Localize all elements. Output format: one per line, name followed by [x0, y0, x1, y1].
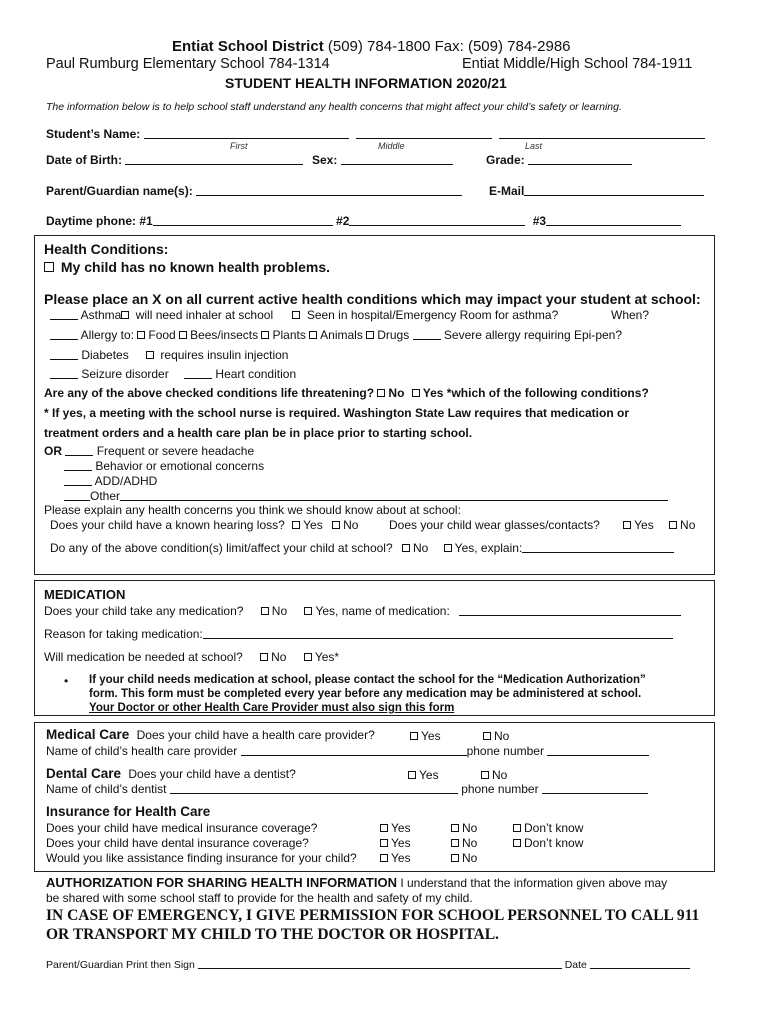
ins3-yes-label: Yes: [391, 851, 411, 865]
auth-heading: AUTHORIZATION FOR SHARING HEALTH INFORMATION: [46, 875, 397, 890]
phone3-label: #3: [532, 214, 547, 228]
auth-text-1: I understand that the information given above may: [400, 876, 668, 890]
ins2-dk: [513, 836, 583, 850]
ins-q2: Does your child have dental insurance coverage?: [46, 836, 309, 850]
heart-label: Heart condition: [215, 367, 297, 381]
med-needed-no-checkbox[interactable]: [260, 653, 268, 661]
glasses-row: [389, 518, 695, 532]
ins1-dk-label: Don’t know: [524, 821, 584, 835]
email-row: [489, 184, 704, 198]
medical-care-heading: Medical Care: [46, 727, 130, 742]
auth-text-2: be shared with some school staff to provide for the health and safety of my child.: [46, 891, 473, 905]
dentist-row: [46, 782, 648, 796]
heart-blank[interactable]: [184, 367, 212, 379]
date-label: Date: [564, 959, 587, 971]
glasses-yes-checkbox[interactable]: [623, 521, 631, 529]
signature-field[interactable]: [198, 957, 562, 969]
med-take-no-label: No: [271, 604, 288, 618]
district-fax: Fax: (509) 784-2986: [434, 38, 571, 55]
ins3-no: [451, 851, 477, 865]
med-needed-yes-label: Yes*: [314, 650, 340, 664]
asthma-blank[interactable]: [50, 308, 78, 320]
med-reason-label: Reason for taking medication:: [44, 627, 203, 641]
medical-yes-label: Yes: [421, 729, 441, 743]
auth-row: [46, 875, 667, 890]
page-title: STUDENT HEALTH INFORMATION 2020/21: [225, 75, 507, 91]
medical-care-question: Does your child have a health care provider?: [136, 728, 375, 742]
ins-q1: Does your child have medical insurance coverage?: [46, 821, 318, 835]
dental-care-question: Does your child have a dentist?: [128, 767, 296, 781]
med-needed-question: Will medication be needed at school?: [44, 650, 243, 664]
seizure-blank[interactable]: [50, 367, 78, 379]
diabetes-row: [50, 348, 288, 362]
med-bullet-line-2: form. This form must be completed every year before any medication may be administered at school.: [89, 688, 642, 700]
limit-yes-checkbox[interactable]: [444, 544, 452, 552]
student-name-label: Student’s Name:: [46, 127, 141, 141]
phone2-field[interactable]: [349, 214, 525, 226]
health-heading: Health Conditions:: [44, 241, 169, 257]
behavior-blank[interactable]: [64, 459, 92, 471]
dentist-label: Name of child’s dentist: [46, 782, 167, 796]
plants-label: Plants: [272, 328, 306, 342]
intro-text: The information below is to help school staff understand any health concerns that might affect your child’s safety or learning.: [46, 101, 622, 113]
email-field[interactable]: [524, 184, 704, 196]
phone1-label: Daytime phone: #1: [46, 214, 153, 228]
dental-yes-row: [408, 768, 439, 782]
threat-question: Are any of the above checked conditions life threatening?: [44, 386, 375, 400]
or-label: OR: [44, 444, 62, 458]
middle-name-field[interactable]: [356, 127, 492, 139]
first-name-field[interactable]: [144, 127, 349, 139]
adhd-row: [64, 474, 157, 488]
last-caption: Last: [525, 141, 543, 151]
ins2-no: [451, 836, 477, 850]
provider-field[interactable]: [241, 744, 467, 756]
med-needed-no-label: No: [271, 650, 287, 664]
medical-care-row: [46, 727, 375, 742]
ins1-dk: [513, 821, 583, 835]
middle-caption: Middle: [378, 141, 405, 151]
glasses-question: Does your child wear glasses/contacts?: [389, 518, 600, 532]
food-checkbox[interactable]: [137, 331, 145, 339]
ins1-no-label: No: [462, 821, 478, 835]
med-take-question: Does your child take any medication?: [44, 604, 244, 618]
sex-field[interactable]: [341, 153, 453, 165]
ins2-yes-checkbox[interactable]: [380, 839, 388, 847]
dentist-field[interactable]: [170, 782, 458, 794]
provider-phone-field[interactable]: [547, 744, 649, 756]
student-name-row: [46, 127, 705, 141]
seizure-label: Seizure disorder: [81, 367, 169, 381]
med-reason-row: [44, 627, 673, 641]
grade-row: [486, 153, 632, 167]
adhd-blank[interactable]: [64, 474, 92, 486]
ins1-yes-label: Yes: [391, 821, 411, 835]
animals-checkbox[interactable]: [309, 331, 317, 339]
headache-blank[interactable]: [65, 444, 93, 456]
ins3-no-label: No: [462, 851, 478, 865]
dental-yes-label: Yes: [419, 768, 439, 782]
threat-no-checkbox[interactable]: [377, 389, 385, 397]
explain-text: Please explain any health concerns you think we should know about at school:: [44, 503, 461, 517]
hospital-label: Seen in hospital/Emergency Room for asthma?: [306, 308, 559, 322]
ins2-dk-checkbox[interactable]: [513, 839, 521, 847]
glasses-no-checkbox[interactable]: [669, 521, 677, 529]
ins2-no-label: No: [462, 836, 478, 850]
threat-row: [44, 386, 649, 400]
asthma-label: Asthma: [80, 308, 122, 322]
hearing-no-label: No: [343, 518, 359, 532]
behavior-label: Behavior or emotional concerns: [95, 459, 265, 473]
behavior-row: [64, 459, 264, 473]
hearing-no-checkbox[interactable]: [332, 521, 340, 529]
hearing-yes-label: Yes: [303, 518, 323, 532]
ins2-yes-label: Yes: [391, 836, 411, 850]
phone1-field[interactable]: [153, 214, 333, 226]
med-name-field[interactable]: [459, 604, 681, 616]
dental-no-row: [481, 768, 507, 782]
plants-checkbox[interactable]: [261, 331, 269, 339]
dentist-phone-label: phone number: [461, 782, 539, 796]
inhaler-label: will need inhaler at school: [135, 308, 274, 322]
ins1-yes-checkbox[interactable]: [380, 824, 388, 832]
dental-yes-checkbox[interactable]: [408, 771, 416, 779]
dob-field[interactable]: [125, 153, 303, 165]
insulin-checkbox[interactable]: [146, 351, 154, 359]
allergy-blank[interactable]: [50, 328, 78, 340]
diabetes-blank[interactable]: [50, 348, 78, 360]
drugs-checkbox[interactable]: [366, 331, 374, 339]
ins1-yes: [380, 821, 411, 835]
asthma-row: [50, 308, 558, 322]
ins2-no-checkbox[interactable]: [451, 839, 459, 847]
district-line: [172, 38, 571, 55]
dob-label: Date of Birth:: [46, 153, 122, 167]
med-take-yes-checkbox[interactable]: [304, 607, 312, 615]
law-line-2: treatment orders and a health care plan be in place prior to starting school.: [44, 426, 473, 440]
limit-question: Do any of the above condition(s) limit/affect your child at school?: [50, 541, 393, 555]
dental-care-heading: Dental Care: [46, 766, 122, 781]
provider-row: [46, 744, 649, 758]
seizure-row: [50, 367, 296, 381]
ins1-no: [451, 821, 477, 835]
medical-yes-checkbox[interactable]: [410, 732, 418, 740]
other-field[interactable]: [120, 489, 668, 501]
date-field[interactable]: [590, 957, 690, 969]
law-line-1: * If yes, a meeting with the school nurse is required. Washington State Law requires that medication or: [44, 406, 629, 420]
adhd-label: ADD/ADHD: [94, 474, 158, 488]
ins3-yes: [380, 851, 411, 865]
medication-heading: MEDICATION: [44, 587, 126, 602]
hearing-yes-checkbox[interactable]: [292, 521, 300, 529]
phone-row: [46, 214, 681, 228]
hospital-checkbox[interactable]: [292, 311, 300, 319]
emergency-line-1: IN CASE OF EMERGENCY, I GIVE PERMISSION FOR SCHOOL PERSONNEL TO CALL 911: [46, 907, 700, 924]
dob-row: [46, 153, 303, 167]
other-blank[interactable]: [64, 489, 90, 501]
hearing-question: Does your child have a known hearing loss?: [50, 518, 285, 532]
no-problems-row: [44, 259, 330, 275]
medical-no-row: [483, 729, 509, 743]
provider-label: Name of child’s health care provider: [46, 744, 238, 758]
animals-label: Animals: [320, 328, 363, 342]
bullet-dot: •: [64, 674, 69, 688]
hearing-row: [50, 518, 358, 532]
ins2-dk-label: Don’t know: [524, 836, 584, 850]
signature-row: [46, 957, 690, 971]
dental-no-checkbox[interactable]: [481, 771, 489, 779]
drugs-label: Drugs: [377, 328, 410, 342]
allergy-label: Allergy to:: [80, 328, 135, 342]
other-label: Other: [90, 489, 121, 503]
district-phone: (509) 784-1800: [327, 38, 431, 55]
grade-label: Grade:: [486, 153, 525, 167]
limit-no-checkbox[interactable]: [402, 544, 410, 552]
medical-yes-row: [410, 729, 441, 743]
headache-label: Frequent or severe headache: [96, 444, 255, 458]
grade-field[interactable]: [528, 153, 632, 165]
parent-row: [46, 184, 462, 198]
med-bullet-line-3: Your Doctor or other Health Care Provider must also sign this form: [89, 702, 455, 714]
signature-label: Parent/Guardian Print then Sign: [46, 959, 195, 971]
health-instruction: Please place an X on all current active health conditions which may impact your student at school:: [44, 291, 701, 307]
epipen-blank[interactable]: [413, 328, 441, 340]
dental-care-row: [46, 766, 296, 781]
phone3-field[interactable]: [546, 214, 681, 226]
no-problems-label: My child has no known health problems.: [60, 259, 331, 275]
med-bullet-line-1: If your child needs medication at school, please contact the school for the “Medication Authorization”: [89, 674, 646, 686]
sex-label: Sex:: [312, 153, 338, 167]
food-label: Food: [148, 328, 176, 342]
threat-yes-checkbox[interactable]: [412, 389, 420, 397]
inhaler-checkbox[interactable]: [121, 311, 129, 319]
threat-no-label: No: [388, 386, 405, 400]
parent-field[interactable]: [196, 184, 462, 196]
glasses-no-label: No: [680, 518, 696, 532]
phone2-label: #2: [336, 214, 350, 228]
ins2-yes: [380, 836, 411, 850]
district-name: Entiat School District: [172, 38, 324, 55]
limit-no-label: No: [412, 541, 429, 555]
emergency-line-2: OR TRANSPORT MY CHILD TO THE DOCTOR OR HOSPITAL.: [46, 926, 499, 943]
first-caption: First: [230, 141, 248, 151]
med-take-no-checkbox[interactable]: [261, 607, 269, 615]
diabetes-label: Diabetes: [81, 348, 129, 362]
ins3-yes-checkbox[interactable]: [380, 854, 388, 862]
med-reason-field[interactable]: [203, 627, 673, 639]
med-take-row: [44, 604, 681, 618]
parent-label: Parent/Guardian name(s):: [46, 184, 193, 198]
limit-yes-label: Yes, explain:: [454, 541, 523, 555]
provider-phone-label: phone number: [466, 744, 544, 758]
ins3-no-checkbox[interactable]: [451, 854, 459, 862]
elem-school: Paul Rumburg Elementary School 784-1314: [46, 56, 330, 72]
no-problems-checkbox[interactable]: [44, 262, 54, 272]
med-needed-row: [44, 650, 339, 664]
ins1-dk-checkbox[interactable]: [513, 824, 521, 832]
other-row: [64, 489, 668, 503]
last-name-field[interactable]: [499, 127, 705, 139]
sex-row: [312, 153, 453, 167]
med-needed-yes-checkbox[interactable]: [304, 653, 312, 661]
ins1-no-checkbox[interactable]: [451, 824, 459, 832]
insulin-label: requires insulin injection: [160, 348, 289, 362]
med-take-yes-label: Yes, name of medication:: [315, 604, 450, 618]
headache-row: [44, 444, 254, 458]
email-label: E-Mail: [489, 184, 525, 198]
epipen-label: Severe allergy requiring Epi-pen?: [443, 328, 623, 342]
threat-yes-label: Yes *which of the following conditions?: [422, 386, 649, 400]
insurance-heading: Insurance for Health Care: [46, 804, 211, 819]
glasses-yes-label: Yes: [634, 518, 654, 532]
limit-row: [50, 541, 674, 555]
allergy-row: [50, 328, 622, 342]
bees-label: Bees/insects: [190, 328, 259, 342]
when-label: When?: [611, 308, 650, 322]
ms-school: Entiat Middle/High School 784-1911: [462, 56, 693, 72]
limit-explain-field[interactable]: [522, 541, 674, 553]
dental-no-label: No: [492, 768, 508, 782]
bees-checkbox[interactable]: [179, 331, 187, 339]
medical-no-checkbox[interactable]: [483, 732, 491, 740]
dentist-phone-field[interactable]: [542, 782, 648, 794]
ins-q3: Would you like assistance finding insurance for your child?: [46, 851, 357, 865]
medical-no-label: No: [494, 729, 510, 743]
